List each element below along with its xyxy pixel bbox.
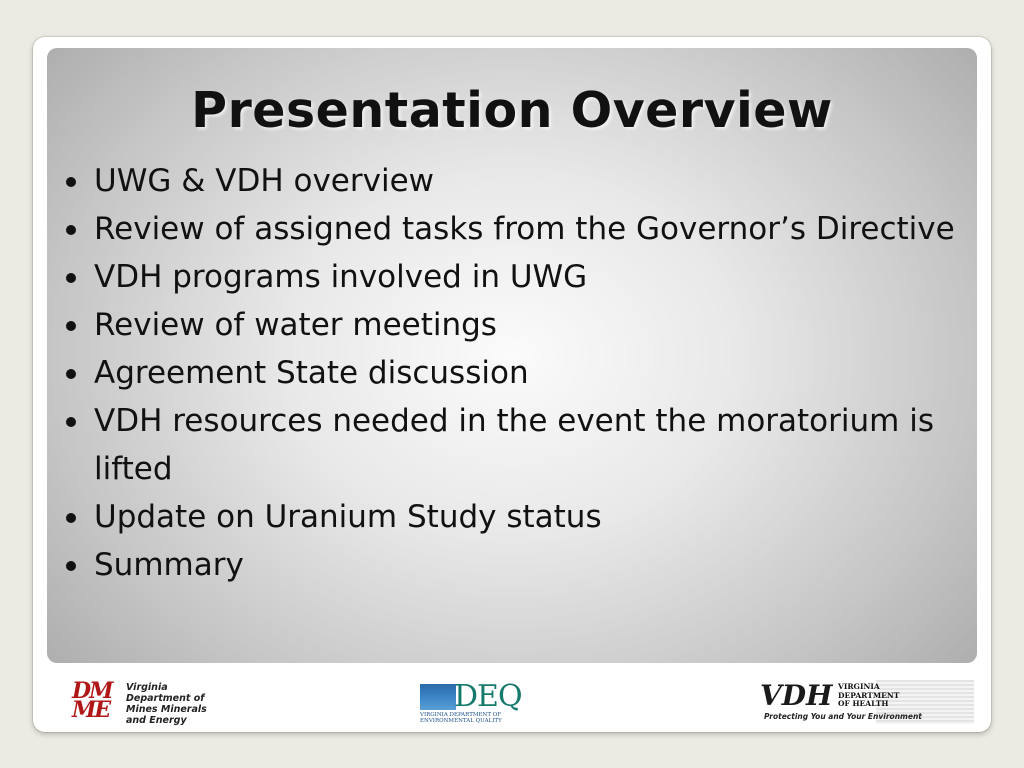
bullet-dot (66, 321, 76, 331)
bullet-item (62, 349, 962, 397)
deq-subtitle (420, 712, 502, 724)
vdh-dept-line: DEPARTMENT (838, 690, 900, 700)
vdh-dept-line: VIRGINIA (838, 682, 880, 691)
deq-wave-icon (420, 684, 456, 710)
dmme-logo (68, 680, 208, 726)
deq-wordmark: DEQ (454, 679, 522, 714)
bullet-item (62, 253, 962, 301)
dmme-line: Department of (126, 693, 205, 704)
bullet-text: Review of water meetings (94, 307, 497, 343)
bullet-dot (66, 225, 76, 235)
deq-logo (420, 680, 520, 728)
bullet-dot (66, 561, 76, 571)
dmme-text (126, 682, 207, 726)
dmme-mark-top: DM (72, 678, 112, 704)
dmme-line: Virginia (126, 682, 168, 693)
vdh-department (838, 683, 899, 709)
dmme-line: Mines Minerals (126, 704, 207, 715)
bullet-text: Update on Uranium Study status (94, 499, 602, 535)
bullet-text: Review of assigned tasks from the Governor’s Directive (94, 211, 955, 247)
dmme-mark (72, 678, 112, 723)
bullet-item (62, 493, 962, 541)
deq-sub-line: VIRGINIA DEPARTMENT OF (420, 712, 502, 718)
bullet-item (62, 397, 962, 493)
vdh-tagline: Protecting You and Your Environment (764, 712, 922, 721)
vdh-wordmark: VDH (760, 679, 833, 712)
bullet-dot (66, 513, 76, 523)
bullet-text: VDH resources needed in the event the moratorium is lifted (94, 403, 934, 487)
bullet-item (62, 301, 962, 349)
footer-logos (0, 670, 1024, 730)
bullet-item (62, 541, 962, 589)
bullet-item (62, 157, 962, 205)
slide-title: Presentation Overview (191, 82, 833, 139)
bullet-text: Summary (94, 547, 244, 583)
bullet-list (62, 157, 962, 589)
bullet-text: UWG & VDH overview (94, 163, 435, 199)
bullet-text: VDH programs involved in UWG (94, 259, 588, 295)
dmme-mark-bottom: ME (72, 697, 110, 723)
bullet-dot (66, 177, 76, 187)
bullet-dot (66, 417, 76, 427)
bullet-item (62, 205, 962, 253)
dmme-line: and Energy (126, 715, 187, 726)
deq-sub-line: ENVIRONMENTAL QUALITY (420, 718, 502, 724)
bullet-text: Agreement State discussion (94, 355, 529, 391)
bullet-dot (66, 369, 76, 379)
vdh-dept-line: OF HEALTH (838, 699, 889, 708)
vdh-logo (758, 680, 974, 724)
bullet-dot (66, 273, 76, 283)
